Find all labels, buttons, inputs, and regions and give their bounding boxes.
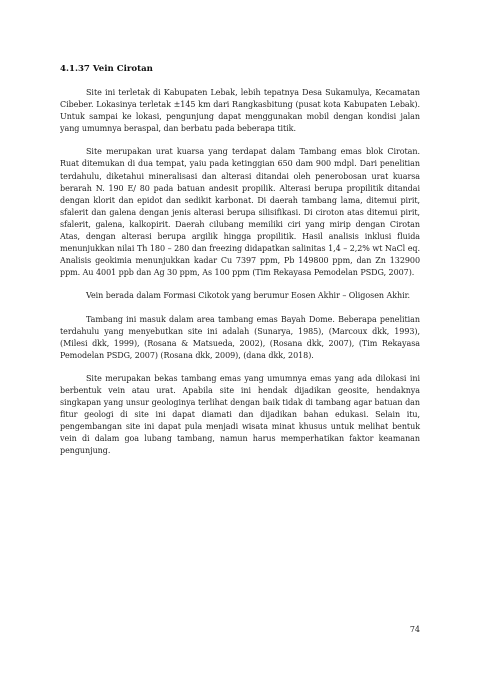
paragraph-recommendation: Site merupakan bekas tambang emas yang umumnya emas yang ada dilokasi ini berbentuk vein atau urat. Apabila site ini hendak dijadikan geosite, hendaknya singkapan yang unsur geologinya terlihat dengan baik tidak di tambang agar batuan dan fitur geologi di site ini dapat diamati dan dijadikan bahan edukasi. Selain itu, pengembangan site ini dapat pula menjadi wisata minat khusus untuk melihat bentuk vein di dalam goa lubang tambang, namun harus memperhatikan faktor keamanan pengunjung.	[60, 373, 420, 456]
paragraph-references: Tambang ini masuk dalam area tambang emas Bayah Dome. Beberapa penelitian terdahulu yang menyebutkan site ini adalah (Sunarya, 1985), (Marcoux dkk, 1993), (Milesi dkk, 1999), (Rosana & Matsueda, 2002), (Rosana dkk, 2007), (Tim Rekayasa Pemodelan PSDG, 2007) (Rosana dkk, 2009), (dana dkk, 2018).	[60, 314, 420, 360]
paragraph-geology: Site merupakan urat kuarsa yang terdapat dalam Tambang emas blok Cirotan. Ruat ditemukan di dua tempat, yaiu pada ketinggian 650 dam 900 mdpl. Dari penelitian terdahulu, diketahui mineralisasi dan alterasi ditandai oleh penerobosan urat kuarsa berarah N. 190 E/ 80 pada batuan andesit propilik. Alterasi berupa propilitik ditandai dengan klorit dan epidot dan sedikit karbonat. Di daerah tambang lama, ditemui pirit, sfalerit dan galena dengan jenis alterasi berupa silisifikasi. Di ciroton atas ditemui pirit, sfalerit, galena, kalkopirit. Daerah cilubang memiliki ciri yang mirip dengan Cirotan Atas, dengan alterasi berupa argilik hingga propilitik. Hasil analisis inklusi fluida menunjukkan nilai Th 180 – 280 dan freezing didapatkan salinitas 1,4 – 2,2% wt NaCl eq. Analisis geokimia menunjukkan kadar Cu 7397 ppm, Pb 149800 ppm, dan Zn 132900 ppm. Au 4001 ppb dan Ag 30 ppm, As 100 ppm (Tim Rekayasa Pemodelan PSDG, 2007).	[60, 147, 420, 278]
section-heading: 4.1.37 Vein Cirotan	[60, 64, 153, 74]
paragraph-formation: Vein berada dalam Formasi Cikotok yang berumur Eosen Akhir – Oligosen Akhir.	[86, 291, 410, 301]
document-page	[60, 64, 420, 469]
page-number: 74	[409, 625, 420, 634]
paragraph-location: Site ini terletak di Kabupaten Lebak, lebih tepatnya Desa Sukamulya, Kecamatan Cibeber. Lokasinya terletak ±145 km dari Rangkasbitung (pusat kota Kabupaten Lebak). Untuk sampai ke lokasi, pengunjung dapat menggunakan mobil dengan kondisi jalan yang umumnya beraspal, dan berbatu pada beberapa titik.	[60, 88, 420, 134]
